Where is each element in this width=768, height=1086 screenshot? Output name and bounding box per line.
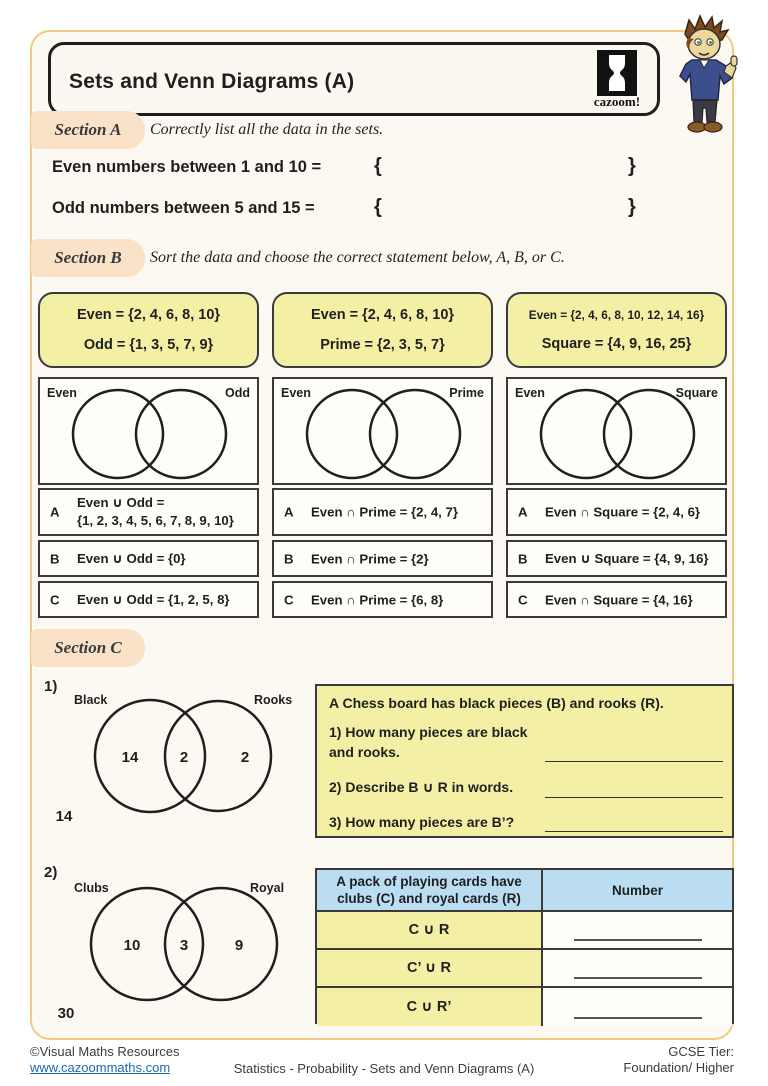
option-a[interactable] (38, 488, 259, 536)
option-letter: C (518, 592, 528, 607)
option-letter: B (50, 551, 60, 566)
option-text: Even ∪ Odd = {0} (77, 550, 186, 566)
option-letter: C (284, 592, 294, 607)
question-prompt: Even numbers between 1 and 10 = (52, 158, 322, 176)
table-row-formula: C’ ∪ R (317, 950, 543, 988)
title-box (48, 42, 660, 116)
answer-line[interactable] (574, 977, 702, 979)
option-c[interactable] (506, 581, 727, 618)
answer-line[interactable] (545, 761, 723, 762)
venn-diagram-cards (42, 874, 304, 1026)
set-definition: Even = {2, 4, 6, 8, 10, 12, 14, 16} (528, 308, 705, 322)
venn-left-value: 14 (121, 749, 139, 766)
venn-right-label: Royal (250, 881, 285, 895)
option-text: Even ∪ Odd = {1, 2, 3, 4, 5, 6, 7, 8, 9, 10} (77, 495, 234, 528)
logo-wordmark: cazoom! (593, 94, 641, 109)
option-letter: A (284, 504, 294, 520)
venn-diagram-box (506, 377, 727, 485)
problem-1-number: 1) (44, 678, 58, 695)
set-definition: Square = {4, 9, 16, 25} (541, 336, 692, 352)
section-c-label: Section C (31, 629, 145, 667)
option-text: Even ∩ Square = {2, 4, 6} (545, 504, 701, 520)
hourglass-icon (597, 50, 637, 96)
venn-diagram-box (38, 377, 259, 485)
section-b-label: Section B (31, 239, 145, 277)
table-row-formula: C ∪ R (317, 912, 543, 950)
table-answer-cell (543, 912, 732, 950)
question-odd-numbers (52, 196, 692, 225)
venn-left-label: Clubs (74, 881, 109, 895)
table-header-description: A pack of playing cards have clubs (C) and royal cards (R) (317, 870, 543, 912)
copyright-text: ©Visual Maths Resources (30, 1044, 180, 1059)
option-b[interactable] (272, 540, 493, 577)
option-text: Even ∩ Prime = {6, 8} (311, 592, 444, 607)
option-a[interactable] (272, 488, 493, 536)
table-header-number: Number (543, 870, 732, 912)
open-brace: { (374, 196, 382, 218)
venn-right-label: Prime (449, 386, 484, 400)
open-brace: { (374, 155, 382, 177)
option-c[interactable] (38, 581, 259, 618)
chess-question-box (315, 684, 734, 838)
close-brace: } (628, 196, 636, 218)
set-definition: Prime = {2, 3, 5, 7} (320, 336, 445, 353)
question-3: 3) How many pieces are B’? (329, 814, 515, 830)
footer-breadcrumb: Statistics - Probability - Sets and Venn Diagrams (A) (233, 1061, 535, 1076)
set-definition: Even = {2, 4, 6, 8, 10} (76, 307, 221, 324)
website-link[interactable]: www.cazoommaths.com (30, 1060, 171, 1075)
venn-right-value: 9 (234, 937, 244, 954)
venn-outside-value: 30 (57, 1005, 75, 1022)
page-title: Sets and Venn Diagrams (A) (69, 70, 355, 93)
venn-left-label: Even (281, 386, 311, 400)
venn-diagram-box (272, 377, 493, 485)
section-b-column-even-square (506, 292, 727, 618)
question-2: 2) Describe B ∪ R in words. (329, 779, 514, 795)
question-even-numbers (52, 155, 692, 184)
venn-right-label: Odd (225, 386, 250, 400)
option-text: Even ∩ Prime = {2} (311, 551, 429, 566)
option-letter: A (50, 504, 60, 520)
option-letter: C (50, 592, 60, 607)
venn-right-circle[interactable] (136, 390, 226, 478)
section-b-column-even-odd (38, 292, 259, 618)
question-prompt: Odd numbers between 5 and 15 = (52, 199, 315, 217)
option-text: Even ∪ Square = {4, 9, 16} (545, 550, 709, 566)
venn-outside-value: 14 (55, 808, 73, 825)
option-a[interactable] (506, 488, 727, 536)
table-answer-cell (543, 988, 732, 1026)
answer-line[interactable] (574, 1017, 702, 1019)
section-a-label: Section A (31, 111, 145, 149)
venn-left-circle[interactable] (95, 700, 205, 812)
table-answer-cell (543, 950, 732, 988)
venn-intersection-value: 2 (179, 749, 189, 766)
venn-right-circle[interactable] (370, 390, 460, 478)
tier-label: GCSE Tier: (668, 1044, 734, 1059)
cards-table (315, 868, 734, 1024)
problem-2-number: 2) (44, 864, 58, 881)
set-definitions-box (272, 292, 493, 368)
venn-intersection-value: 3 (179, 937, 189, 954)
option-text: Even ∩ Prime = {2, 4, 7} (311, 504, 458, 520)
set-definitions-box (38, 292, 259, 368)
option-text: Even ∪ Odd = {1, 2, 5, 8} (77, 591, 230, 607)
venn-diagram-chess (42, 688, 304, 828)
option-text: Even ∩ Square = {4, 16} (545, 592, 693, 607)
venn-left-label: Black (74, 693, 108, 707)
option-b[interactable] (506, 540, 727, 577)
venn-right-value: 2 (240, 749, 250, 766)
option-letter: B (284, 551, 294, 566)
option-letter: B (518, 551, 528, 566)
answer-line[interactable] (574, 939, 702, 941)
venn-right-label: Square (675, 386, 718, 400)
tier-value: Foundation/ Higher (623, 1060, 734, 1075)
close-brace: } (628, 155, 636, 177)
cazoom-logo (589, 50, 645, 114)
section-a-instruction: Correctly list all the data in the sets. (150, 121, 384, 138)
question-1-line2: and rooks. (329, 744, 400, 760)
venn-left-value: 10 (123, 937, 141, 954)
answer-line[interactable] (545, 831, 723, 832)
venn-left-label: Even (515, 386, 545, 400)
set-definitions-box (506, 292, 727, 368)
question-1-line1: 1) How many pieces are black (329, 724, 528, 740)
venn-right-circle[interactable] (604, 390, 694, 478)
option-c[interactable] (272, 581, 493, 618)
option-letter: A (518, 504, 528, 520)
section-b-column-even-prime (272, 292, 493, 618)
venn-right-label: Rooks (254, 693, 293, 707)
answer-line[interactable] (545, 797, 723, 798)
mascot-boy-illustration (652, 12, 752, 138)
set-definition: Odd = {1, 3, 5, 7, 9} (83, 336, 214, 353)
set-definition: Even = {2, 4, 6, 8, 10} (310, 307, 455, 324)
option-b[interactable] (38, 540, 259, 577)
venn-left-label: Even (47, 386, 77, 400)
question-intro: A Chess board has black pieces (B) and rooks (R). (329, 695, 664, 711)
table-row-formula: C ∪ R’ (317, 988, 543, 1026)
section-b-instruction: Sort the data and choose the correct statement below, A, B, or C. (150, 249, 565, 266)
